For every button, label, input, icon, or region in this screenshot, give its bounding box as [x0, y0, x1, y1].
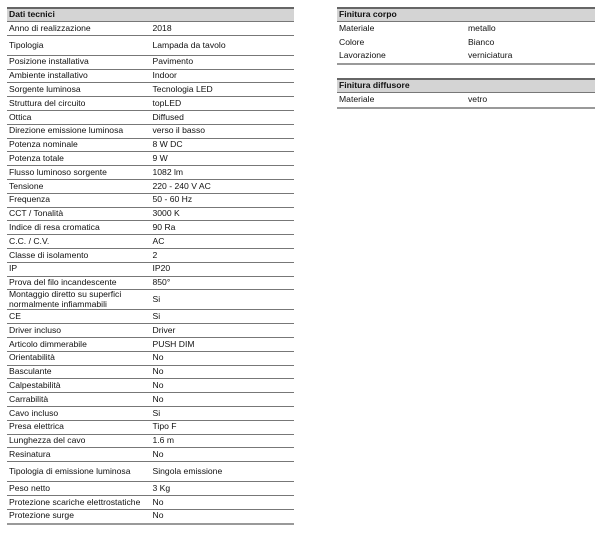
property-value: Driver — [151, 324, 295, 338]
property-value: Lampada da tavolo — [151, 35, 295, 55]
property-value: No — [151, 495, 295, 509]
table-row — [7, 207, 294, 221]
table-row — [7, 509, 294, 523]
property-label: IP — [7, 262, 151, 276]
table-row — [7, 152, 294, 166]
property-label: Colore — [339, 36, 365, 47]
property-label: Frequenza — [7, 193, 151, 207]
finitura-diffusore-table — [337, 78, 595, 109]
property-label: Direzione emissione luminosa — [7, 124, 151, 138]
property-value: 8 W DC — [151, 138, 295, 152]
property-label: Articolo dimmerabile — [7, 337, 151, 351]
property-value: verso il basso — [151, 124, 295, 138]
property-label: CE — [7, 310, 151, 324]
property-label: Tensione — [7, 179, 151, 193]
property-label: Classe di isolamento — [7, 248, 151, 262]
property-value: No — [151, 509, 295, 523]
table-row — [7, 290, 294, 310]
property-value: 9 W — [151, 152, 295, 166]
property-value: 50 - 60 Hz — [151, 193, 295, 207]
table-row — [7, 179, 294, 193]
property-label: Resinatura — [7, 448, 151, 462]
property-label: Tipologia — [7, 35, 151, 55]
property-label: Tipologia di emissione luminosa — [7, 462, 151, 482]
table-row — [7, 138, 294, 152]
property-label: Sorgente luminosa — [7, 83, 151, 97]
dati-tecnici-table — [7, 7, 294, 525]
property-value: 220 - 240 V AC — [151, 179, 295, 193]
table-row — [7, 448, 294, 462]
table-row — [7, 337, 294, 351]
table-row — [7, 262, 294, 276]
property-label: Materiale — [339, 23, 375, 33]
property-value: metallo — [468, 23, 496, 33]
property-value: topLED — [151, 97, 295, 111]
table-row — [7, 221, 294, 235]
property-value: Bianco — [468, 36, 495, 47]
property-label: CCT / Tonalità — [7, 207, 151, 221]
table-row — [337, 93, 595, 108]
property-label: Protezione surge — [7, 509, 151, 523]
table-row — [7, 97, 294, 111]
property-label: Lavorazione — [339, 50, 386, 60]
property-label: Cavo incluso — [7, 406, 151, 420]
property-value: Tipo F — [151, 420, 295, 434]
property-label: Montaggio diretto su superfici normalmente infiammabili — [7, 290, 151, 310]
property-label: Anno di realizzazione — [7, 22, 151, 36]
property-value: No — [151, 351, 295, 365]
property-label: Protezione scariche elettrostatiche — [7, 495, 151, 509]
table-row — [7, 351, 294, 365]
property-label: Ambiente installativo — [7, 69, 151, 83]
property-value: Si — [151, 406, 295, 420]
table-row — [7, 365, 294, 379]
table-row — [7, 434, 294, 448]
property-value: No — [151, 365, 295, 379]
property-label: Potenza totale — [7, 152, 151, 166]
property-value: No — [151, 448, 295, 462]
property-value: Tecnologia LED — [151, 83, 295, 97]
property-label: Lunghezza del cavo — [7, 434, 151, 448]
section-title: Finitura corpo — [337, 8, 595, 22]
table-row — [7, 393, 294, 407]
table-row — [7, 276, 294, 290]
property-value: Diffused — [151, 110, 295, 124]
property-label: Basculante — [7, 365, 151, 379]
property-value: No — [151, 379, 295, 393]
property-value: 850° — [151, 276, 295, 290]
table-row — [7, 406, 294, 420]
property-value: Si — [151, 310, 295, 324]
table-row — [337, 22, 595, 36]
table-row — [7, 379, 294, 393]
property-value: 1082 lm — [151, 166, 295, 180]
property-label: Prova del filo incandescente — [7, 276, 151, 290]
property-value: 90 Ra — [151, 221, 295, 235]
property-value: 2 — [151, 248, 295, 262]
table-row — [7, 324, 294, 338]
property-value: Indoor — [151, 69, 295, 83]
property-value: 3000 K — [151, 207, 295, 221]
property-label: Potenza nominale — [7, 138, 151, 152]
property-value: PUSH DIM — [151, 337, 295, 351]
table-row — [7, 110, 294, 124]
property-value: No — [151, 393, 295, 407]
table-row — [7, 69, 294, 83]
table-row — [7, 83, 294, 97]
table-row — [7, 310, 294, 324]
property-value: Singola emissione — [151, 462, 295, 482]
property-label: Posizione installativa — [7, 55, 151, 69]
property-label: Peso netto — [7, 482, 151, 496]
table-row — [337, 49, 595, 64]
property-value: Pavimento — [151, 55, 295, 69]
property-label: Materiale — [339, 94, 375, 104]
table-row — [7, 124, 294, 138]
property-value: 3 Kg — [151, 482, 295, 496]
property-label: Indice di resa cromatica — [7, 221, 151, 235]
property-label: Carrabilità — [7, 393, 151, 407]
table-row — [7, 35, 294, 55]
property-label: C.C. / C.V. — [7, 235, 151, 249]
property-label: Calpestabilità — [7, 379, 151, 393]
section-title: Finitura diffusore — [337, 79, 595, 93]
finitura-corpo-table — [337, 7, 595, 65]
property-value: 1.6 m — [151, 434, 295, 448]
property-value: vetro — [468, 94, 488, 104]
table-row — [7, 420, 294, 434]
property-value: 2018 — [151, 22, 295, 36]
table-row — [7, 482, 294, 496]
property-label: Ottica — [7, 110, 151, 124]
section-title: Dati tecnici — [7, 8, 294, 22]
property-label: Struttura del circuito — [7, 97, 151, 111]
property-value: AC — [151, 235, 295, 249]
property-value: Si — [151, 290, 295, 310]
property-label: Driver incluso — [7, 324, 151, 338]
table-row — [7, 166, 294, 180]
table-row — [7, 55, 294, 69]
table-row — [7, 248, 294, 262]
table-row — [7, 193, 294, 207]
table-row — [7, 235, 294, 249]
property-label: Flusso luminoso sorgente — [7, 166, 151, 180]
table-row — [337, 36, 595, 50]
table-row — [7, 462, 294, 482]
property-value: verniciatura — [468, 50, 513, 60]
property-label: Presa elettrica — [7, 420, 151, 434]
table-row — [7, 22, 294, 36]
property-value: IP20 — [151, 262, 295, 276]
property-label: Orientabilità — [7, 351, 151, 365]
table-row — [7, 495, 294, 509]
